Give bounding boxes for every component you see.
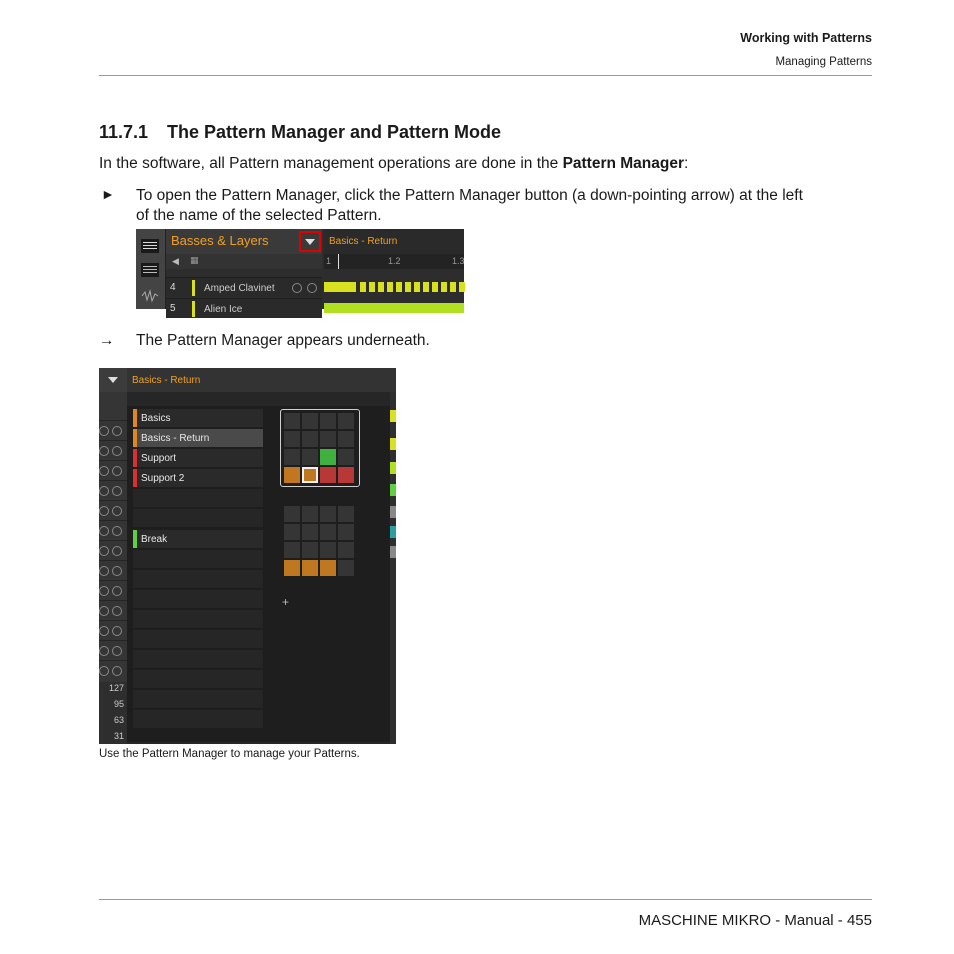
pattern-item[interactable] [133,449,263,467]
pattern-item[interactable] [133,469,263,487]
timeline-ruler [324,254,464,269]
pattern-slot-empty[interactable] [133,670,263,688]
side-row [99,640,127,660]
step [390,410,396,422]
group-sub-row [166,254,322,269]
pattern-slot-empty[interactable] [133,489,263,507]
side-row [99,460,127,480]
pattern-item[interactable] [133,530,263,548]
sound-name: Amped Clavinet [204,283,275,294]
power-icon[interactable] [112,486,122,496]
pattern-pad[interactable] [284,506,300,522]
mute-icon[interactable] [99,426,109,436]
mute-icon[interactable] [99,526,109,536]
pattern-pad[interactable] [320,524,336,540]
pattern-label: Support 2 [141,473,185,484]
step [396,282,402,292]
pattern-slot-empty[interactable] [133,710,263,728]
side-row [99,420,127,440]
bullet-instruction: To open the Pattern Manager, click the Pattern Manager button (a down-pointing arrow) at the left of the name of the selected Pattern. [136,187,803,224]
step [390,506,396,518]
header-divider [99,75,872,76]
mute-icon[interactable] [99,626,109,636]
step [324,282,356,292]
browser-strip [136,229,166,309]
running-header-section: Managing Patterns [775,56,872,68]
mute-icon[interactable] [99,586,109,596]
mute-icon[interactable] [99,466,109,476]
pattern-manager-button-screenshot [136,229,465,315]
ruler-mark: 1 [326,256,332,266]
pattern-color [133,530,137,548]
waveform-icon [141,289,159,303]
pattern-pad[interactable] [284,467,300,483]
pattern-pad[interactable] [284,542,300,558]
power-icon[interactable] [112,426,122,436]
power-icon[interactable] [112,446,122,456]
pattern-pad[interactable] [320,542,336,558]
pattern-pad[interactable] [320,560,336,576]
pattern-color [133,409,137,427]
step [390,462,396,474]
pattern-pad[interactable] [338,560,354,576]
side-row [99,500,127,520]
power-icon[interactable] [112,586,122,596]
result-arrow: → [99,332,115,349]
pattern-pad[interactable] [284,524,300,540]
list-icon [141,263,159,277]
pattern-slot-empty[interactable] [133,630,263,648]
pattern-pad[interactable] [338,467,354,483]
power-icon[interactable] [112,526,122,536]
sequence-edge [390,392,396,744]
pattern-manager-button[interactable] [99,368,127,392]
power-icon[interactable] [307,283,317,293]
bullet-marker: ► [101,186,115,202]
step [390,438,396,450]
step [378,282,384,292]
pattern-slot-empty[interactable] [133,690,263,708]
pattern-label: Support [141,453,177,464]
pattern-item[interactable] [133,409,263,427]
pattern-pad[interactable] [338,431,354,447]
pattern-item-selected[interactable] [133,429,263,447]
side-row [99,620,127,640]
mute-icon[interactable] [99,486,109,496]
mute-icon[interactable] [99,446,109,456]
pattern-pad[interactable] [338,542,354,558]
power-icon[interactable] [112,646,122,656]
velocity-label: 31 [113,731,124,741]
velocity-label: 63 [113,715,124,725]
side-row [99,580,127,600]
pattern-slot-empty[interactable] [133,650,263,668]
ruler-mark: 1.3 [452,256,465,266]
pattern-pad[interactable] [302,542,318,558]
pattern-pad[interactable] [320,467,336,483]
sound-side-strip [99,392,127,744]
intro-text: In the software, all Pattern management operations are done in the [99,155,563,172]
step [324,303,464,313]
section-heading [99,122,501,143]
footer-divider [99,899,872,900]
mute-icon[interactable] [99,646,109,656]
keyboard-icon: ▦ [190,255,199,265]
intro-bold: Pattern Manager [562,155,685,172]
side-row [99,520,127,540]
power-icon[interactable] [112,666,122,676]
group-name: Basses & Layers [171,233,269,248]
chevron-down-icon [305,239,315,245]
power-icon[interactable] [112,466,122,476]
sound-row [166,277,322,297]
step [390,484,396,496]
pattern-pad[interactable] [338,506,354,522]
sound-color [192,301,195,317]
pattern-manager-button[interactable] [299,231,321,252]
step [387,282,393,292]
power-icon[interactable] [112,506,122,516]
pattern-pad[interactable] [302,560,318,576]
side-row [99,440,127,460]
sound-number: 4 [170,282,176,293]
running-header-chapter: Working with Patterns [740,31,872,45]
pattern-color [133,469,137,487]
speaker-icon: ◀ [172,256,179,266]
result-text: The Pattern Manager appears underneath. [136,332,430,349]
sound-color [192,280,195,296]
pattern-pad[interactable] [320,506,336,522]
section-title: The Pattern Manager and Pattern Mode [167,122,502,142]
step [450,282,456,292]
section-number: 11.7.1 [99,122,149,142]
side-row [99,560,127,580]
side-row [99,660,127,680]
figure-caption: Use the Pattern Manager to manage your Patterns. [99,748,360,760]
side-row [99,600,127,620]
pattern-name: Basics - Return [329,236,398,247]
step [390,526,396,538]
step [432,282,438,292]
power-icon[interactable] [112,566,122,576]
step [390,546,396,558]
pattern-pad[interactable] [338,413,354,429]
pattern-pad[interactable] [320,413,336,429]
ruler-mark: 1.2 [388,256,401,266]
pattern-pad[interactable] [284,449,300,465]
mute-icon[interactable] [292,283,302,293]
pattern-pad[interactable] [302,524,318,540]
step [405,282,411,292]
pattern-manager-screenshot [99,368,396,744]
pattern-pad[interactable] [284,560,300,576]
pattern-pad[interactable] [302,431,318,447]
pattern-name: Basics - Return [132,375,201,386]
mute-icon[interactable] [99,546,109,556]
step [369,282,375,292]
power-icon[interactable] [112,546,122,556]
step-sequence [324,282,464,296]
side-row [99,480,127,500]
pattern-pad[interactable] [284,431,300,447]
menu-icon [141,239,159,253]
pattern-color [133,449,137,467]
step [441,282,447,292]
step [414,282,420,292]
pattern-slot-empty[interactable] [133,550,263,568]
pattern-pad[interactable] [302,449,318,465]
sound-row [166,298,322,318]
sound-number: 5 [170,303,176,314]
pattern-label: Break [141,534,168,545]
chevron-down-icon [108,377,118,383]
mute-icon[interactable] [99,606,109,616]
velocity-scale [99,682,127,744]
power-icon[interactable] [112,626,122,636]
mute-icon[interactable] [99,566,109,576]
pattern-slot-empty[interactable] [133,509,263,527]
playhead [338,254,339,269]
intro-colon: : [684,155,689,172]
intro-paragraph [99,155,688,173]
pattern-pad[interactable] [302,413,318,429]
step [360,282,366,292]
pattern-slot-empty[interactable] [133,590,263,608]
pattern-slot-empty[interactable] [133,610,263,628]
pattern-slot-empty[interactable] [133,570,263,588]
sound-name: Alien Ice [204,304,243,315]
pattern-color [133,429,137,447]
velocity-label: 95 [113,699,124,709]
velocity-label: 127 [108,683,124,693]
pattern-pad-selected[interactable] [302,467,318,483]
step [423,282,429,292]
step [459,282,465,292]
side-row [99,540,127,560]
mute-icon[interactable] [99,666,109,676]
power-icon[interactable] [112,606,122,616]
pattern-label: Basics - Return [141,433,210,444]
pattern-pad[interactable] [320,431,336,447]
page-footer: MASCHINE MIKRO - Manual - 455 [638,912,872,929]
pattern-pad[interactable] [284,413,300,429]
add-pattern-icon[interactable]: + [282,595,290,609]
step-sequence [324,303,464,317]
pattern-pad[interactable] [302,506,318,522]
mute-icon[interactable] [99,506,109,516]
pattern-pad[interactable] [338,449,354,465]
pattern-pad[interactable] [338,524,354,540]
pattern-pad[interactable] [320,449,336,465]
pattern-label: Basics [141,413,171,424]
